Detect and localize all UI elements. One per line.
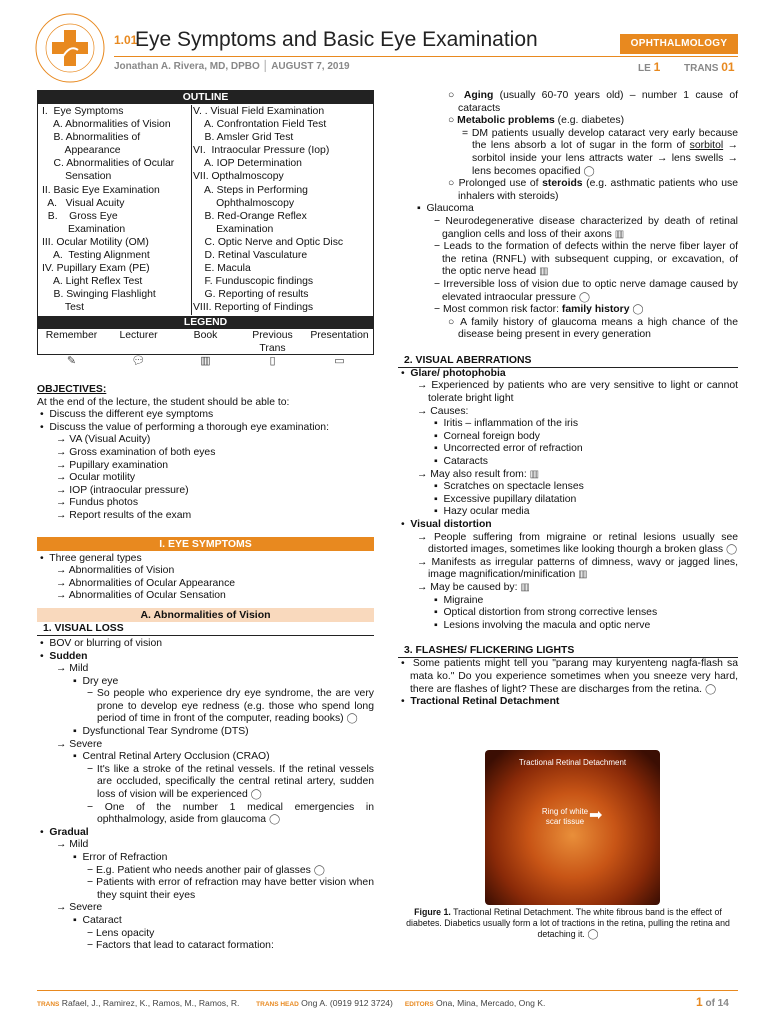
list-item: → VA (Visual Acuity) (56, 434, 151, 446)
legend-previous-trans: Previous Trans (252, 330, 293, 354)
outline-right-column (193, 105, 343, 315)
list-item: → Causes: (417, 405, 469, 417)
outline-item: A. Testing Alignment (42, 250, 150, 262)
legend-title: LEGEND (38, 316, 373, 329)
list-item: • Glare/ photophobia (401, 367, 506, 379)
list-item: ○ Prolonged use of steroids (e.g. asthmatic patients who use inhalers with steroids) (448, 178, 738, 202)
list-item: ▪ Scratches on spectacle lenses (434, 481, 584, 493)
outline-item: C. Abnormalities of Ocular (42, 158, 175, 170)
figure-title: Tractional Retinal Detachment (518, 758, 627, 767)
outline-item: V. . Visual Field Examination (193, 106, 325, 117)
speech-bubble-icon: ◯ (704, 683, 717, 695)
list-item: → Abnormalities of Vision (56, 565, 175, 577)
list-item: • Discuss the different eye symptoms (40, 409, 214, 421)
outline-item: Sensation (42, 171, 112, 183)
list-item: → Gross examination of both eyes (56, 446, 216, 458)
book-icon: ▥ (200, 355, 211, 367)
list-item: ▪ Corneal foreign body (434, 430, 540, 442)
outline-item: C. Optic Nerve and Optic Disc (193, 236, 344, 248)
list-item: ▪ Central Retinal Artery Occlusion (CRAO) (73, 751, 270, 763)
list-item: → People suffering from migraine or retinal lesions usually see distorted images, sometimes like looking thourgh a broken glass ◯ (417, 531, 738, 556)
outline-item: B. Gross Eye (42, 210, 118, 222)
legend-book: Book (193, 330, 218, 341)
lecture-number: LE 1 (638, 60, 661, 74)
list-item: ○ Aging (usually 60-70 years old) – number 1 cause of cataracts (448, 90, 738, 114)
outline-item: Examination (193, 223, 274, 235)
outline-item: A. Steps in Performing (193, 184, 308, 196)
list-item: ▪ Iritis – inflammation of the iris (434, 418, 579, 430)
book-icon: ▥ (520, 581, 530, 593)
list-item: → Report results of the exam (56, 509, 192, 521)
document-icon: ▯ (269, 355, 276, 367)
monitor-icon: ▭ (334, 355, 345, 367)
figure-caption: Figure 1. Tractional Retinal Detachment. The white fibrous band is the effect of diabetes. Diabetics usually form a lot of tractions in the retina, pulling the retina and detaching it. ◯ (406, 907, 730, 940)
outline-item: A. IOP Determination (193, 158, 302, 170)
outline-item: Ophthalmoscopy (193, 197, 295, 209)
list-item: → Severe (56, 902, 103, 914)
outline-item: B. Red-Orange Reflex (193, 210, 307, 222)
list-item: → May be caused by: ▥ (417, 581, 530, 593)
list-item: • Some patients might tell you "parang may kuryenteng nagfa-flash sa mata ko." Do you experience sometimes when you sneeze very hard, there are flashes of light? These are discharges from the retina. ◯ (401, 658, 738, 695)
outline-box (37, 90, 374, 367)
list-item: → Manifests as irregular patterns of dimness, wavy or jagged lines, image magnification/minification ▥ (417, 556, 738, 581)
outline-left-column (42, 105, 192, 315)
outline-item: B. Swinging Flashlight (42, 289, 156, 301)
footer-divider (37, 990, 738, 991)
list-item: − Patients with error of refraction may have better vision when they squint their eyes (87, 877, 374, 901)
list-item: ▪ Dysfunctional Tear Syndrome (DTS) (73, 726, 249, 738)
flashes-heading: 3. FLASHES/ FLICKERING LIGHTS (398, 644, 738, 658)
title-number: 1.01 (114, 33, 138, 47)
list-item: ▪ Dry eye (73, 675, 119, 687)
legend-presentation: Presentation (310, 330, 369, 341)
outline-item: II. Basic Eye Examination (42, 184, 160, 196)
list-item: ▪ Lesions involving the macula and optic nerve (434, 619, 651, 631)
list-item: → Experienced by patients who are very sensitive to light or cannot tolerate bright light (417, 380, 739, 405)
list-item: ▪ Uncorrected error of refraction (434, 443, 583, 455)
legend-lecturer: Lecturer (119, 330, 158, 341)
legend-labels (38, 330, 373, 355)
list-item: → Mild (56, 839, 89, 851)
list-item: → Ocular motility (56, 472, 136, 484)
list-item: ▪ Hazy ocular media (434, 506, 530, 518)
speech-bubble-icon: ◯ (346, 713, 358, 725)
speech-bubble-icon: ◯ (632, 304, 644, 316)
list-item: − Leads to the formation of defects within the nerve fiber layer of the retina (RNFL) with subsequent cupping, or excavation, of the optic nerve head ▥ (434, 241, 738, 278)
legend-remember: Remember (45, 330, 98, 341)
list-item: ○ Metabolic problems (e.g. diabetes) (448, 115, 625, 127)
list-item: → Abnormalities of Ocular Appearance (56, 577, 236, 589)
list-item: ▪ Glaucoma (417, 203, 474, 215)
list-item: ▪ Cataracts (434, 456, 488, 468)
outline-item: VI. Intraocular Pressure (Iop) (193, 145, 330, 157)
legend-icons (38, 355, 373, 368)
list-item: → Severe (56, 738, 103, 750)
trans-number: TRANS 01 (684, 60, 735, 74)
right-column (398, 90, 738, 709)
list-item: − It's like a stroke of the retinal vessels. If the retinal vessels are occluded, specifically the central retinal artery, sudden loss of vision will be experienced ◯ (87, 763, 374, 801)
outline-item: A. Light Reflex Test (42, 276, 143, 288)
list-item: ▪ Migraine (434, 594, 484, 606)
book-icon: ▥ (539, 266, 549, 278)
outline-item: VII. Opthalmoscopy (193, 171, 284, 183)
outline-item: B. Amsler Grid Test (193, 132, 294, 144)
speech-bubble-icon: ◯ (313, 864, 325, 876)
list-item: → Abnormalities of Ocular Sensation (56, 590, 226, 602)
list-item: − Neurodegenerative disease characterized by death of retinal ganglion cells and loss of their axons ▥ (434, 215, 738, 240)
list-item: − Irreversible loss of vision due to optic nerve damage caused by elevated intraocular pressure ◯ (434, 278, 738, 303)
arrow-right-icon: ➡ (589, 807, 603, 824)
outline-item: I. Eye Symptoms (42, 106, 124, 117)
objectives-heading: OBJECTIVES: (37, 384, 107, 395)
list-item: → Fundus photos (56, 497, 139, 509)
speech-bubble-icon: ◯ (268, 814, 281, 826)
outline-item: VIII. Reporting of Findings (193, 302, 314, 314)
list-item: → May also result from: ▥ (417, 468, 540, 480)
list-item: • Visual distortion (401, 519, 492, 530)
outline-item: III. Ocular Motility (OM) (42, 236, 149, 248)
list-item: • Three general types (40, 552, 142, 564)
book-icon: ▥ (529, 468, 540, 480)
page-title: Eye Symptoms and Basic Eye Examination (135, 28, 538, 51)
pin-icon: ✎ (66, 355, 77, 367)
subsection-heading: A. Abnormalities of Vision (37, 608, 374, 622)
header-divider (114, 56, 738, 57)
list-item: • Tractional Retinal Detachment (401, 696, 560, 708)
list-item: → IOP (intraocular pressure) (56, 484, 189, 496)
speech-bubble-icon: ◯ (587, 929, 599, 940)
outline-item: IV. Pupillary Exam (PE) (42, 263, 150, 275)
outline-item: Appearance (42, 145, 121, 157)
list-item: − Factors that lead to cataract formation: (87, 940, 274, 952)
figure-label: Ring of white scar tissue (541, 807, 589, 826)
outline-item: A. Abnormalities of Vision (42, 119, 171, 131)
list-item: → Mild (56, 663, 89, 675)
logo (34, 12, 106, 84)
retinal-detachment-figure (485, 750, 660, 905)
list-item: ▪ Error of Refraction (73, 852, 168, 863)
list-item: − Lens opacity (87, 927, 155, 939)
outline-item: Test (42, 302, 84, 314)
book-icon: ▥ (614, 228, 625, 240)
author-line: Jonathan A. Rivera, MD, DPBO │ AUGUST 7, 2019 (114, 61, 350, 72)
list-item: ○ A family history of glaucoma means a high chance of the disease being present in every generation (448, 316, 738, 341)
objectives-intro: At the end of the lecture, the student should be able to: (37, 396, 290, 408)
list-item: • Sudden (40, 650, 88, 662)
outline-title: OUTLINE (38, 91, 373, 104)
outline-item: F. Funduscopic findings (193, 276, 314, 288)
outline-item: A. Confrontation Field Test (193, 119, 327, 131)
list-item: − E.g. Patient who needs another pair of glasses ◯ (87, 864, 325, 876)
footer-credits: TRANS Rafael, J., Ramirez, K., Ramos, M., Ramos, R. TRANS HEAD Ong A. (0919 912 3724) EDITORS Ona, Mina, Mercado, Ong K. (37, 998, 546, 1008)
list-item: • Gradual (40, 826, 89, 838)
outline-item: D. Retinal Vasculature (193, 250, 308, 262)
list-item: ▪ Excessive pupillary dilatation (434, 493, 577, 505)
speech-bubble-icon: ◯ (583, 165, 595, 177)
list-item: − Most common risk factor: family history ◯ (434, 304, 644, 316)
speech-bubble-icon: 💬︎ (131, 355, 146, 367)
list-item: ▪ Cataract (73, 914, 122, 926)
list-item: = DM patients usually develop cataract very early because the lens absorb a lot of sugar in the form of sorbitol → sorbitol inside your lens attracts water → lens swells → lens becomes opacified ◯ (462, 127, 739, 177)
list-item: ▪ Optical distortion from strong corrective lenses (434, 607, 658, 619)
left-column (37, 384, 374, 953)
outline-item: A. Visual Acuity (42, 197, 125, 209)
outline-item: Examination (42, 223, 126, 235)
visual-loss-heading: 1. VISUAL LOSS (37, 622, 374, 636)
speech-bubble-icon: ◯ (578, 291, 591, 303)
visual-aberrations-heading: 2. VISUAL ABERRATIONS (398, 354, 738, 368)
department-badge: OPHTHALMOLOGY (620, 34, 738, 54)
list-item: • Discuss the value of performing a thorough eye examination: (40, 421, 329, 433)
page-number: 1 of 14 (696, 995, 729, 1009)
list-item: • BOV or blurring of vision (40, 637, 163, 649)
book-icon: ▥ (578, 569, 588, 581)
speech-bubble-icon: ◯ (726, 544, 738, 556)
outline-item: B. Abnormalities of (42, 132, 141, 144)
list-item: − One of the number 1 medical emergencies in ophthalmology, aside from glaucoma ◯ (87, 801, 374, 826)
speech-bubble-icon: ◯ (250, 789, 262, 801)
outline-item: G. Reporting of results (193, 289, 309, 301)
section-heading-eye-symptoms: I. EYE SYMPTOMS (37, 537, 374, 551)
outline-item: E. Macula (193, 263, 251, 275)
list-item: − So people who experience dry eye syndrome, the are very prone to develop eye redness (e.g. those who spend long period of time in front of the computer, reading books) ◯ (87, 688, 374, 725)
list-item: → Pupillary examination (56, 459, 169, 471)
